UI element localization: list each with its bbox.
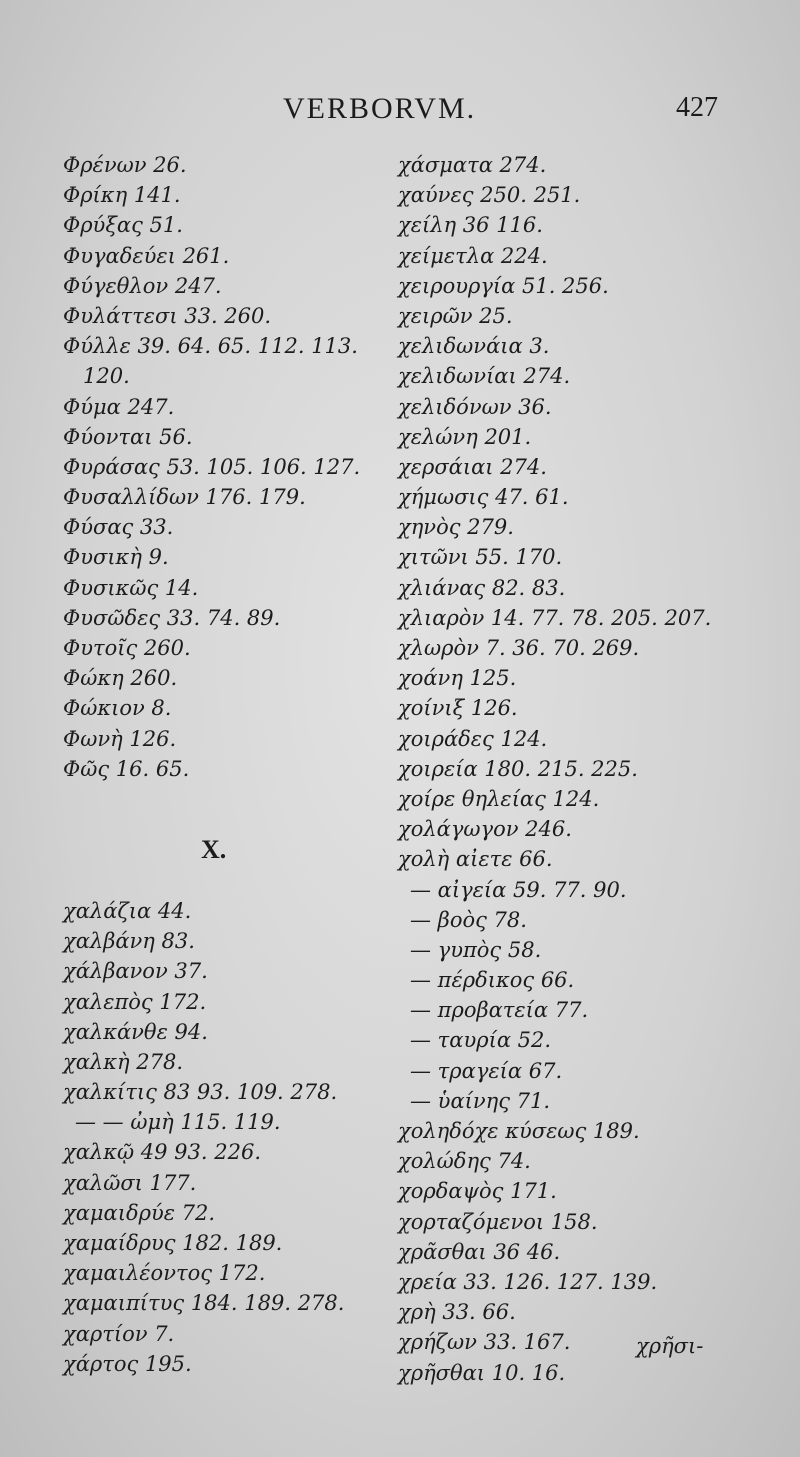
index-entry: Φυράσας 53. 105. 106. 127. bbox=[63, 454, 361, 479]
running-head bbox=[0, 92, 800, 132]
index-entry: χρᾶσθαι 36 46. bbox=[398, 1239, 561, 1264]
index-entry: χελιδόνων 36. bbox=[398, 394, 552, 419]
index-entry: χορδαψὸς 171. bbox=[398, 1179, 557, 1204]
index-entry: χείλη 36 116. bbox=[398, 213, 543, 238]
index-entry: χαμαιδρύε 72. bbox=[63, 1200, 216, 1225]
index-entry: χλιαρὸν 14. 77. 78. 205. 207. bbox=[398, 605, 712, 630]
index-entry: — ταυρία 52. bbox=[410, 1028, 552, 1053]
index-entry: Φύσας 33. bbox=[63, 515, 174, 540]
index-entry: χλιάνας 82. 83. bbox=[398, 575, 566, 600]
index-entry: χερσάιαι 274. bbox=[398, 454, 547, 479]
index-entry: χελιδωνίαι 274. bbox=[398, 364, 571, 389]
index-column-left bbox=[63, 150, 423, 1379]
page-number: 427 bbox=[676, 92, 718, 123]
index-entry: χελώνη 201. bbox=[398, 424, 532, 449]
index-entry: — τραγεία 67. bbox=[410, 1058, 563, 1083]
index-entry: χαμαίδρυς 182. 189. bbox=[63, 1231, 283, 1255]
index-entry: χειρῶν 25. bbox=[398, 303, 513, 328]
index-entry: Φυτοῖς 260. bbox=[63, 636, 191, 660]
index-entry: χαλβάνη 83. bbox=[63, 929, 195, 954]
index-entry: χορταζόμενοι 158. bbox=[398, 1209, 598, 1234]
index-entry: χαμαιλέοντος 172. bbox=[63, 1261, 266, 1286]
index-entry: Φρύξας 51. bbox=[63, 213, 183, 238]
index-entry: — πέρδικος 66. bbox=[410, 968, 575, 993]
index-entry: χαρτίον 7. bbox=[63, 1321, 175, 1346]
index-entry: χοληδόχε κύσεως 189. bbox=[398, 1119, 640, 1143]
index-entry: χειρουργία 51. 256. bbox=[398, 273, 609, 298]
index-entries-chi bbox=[63, 896, 423, 1379]
index-entry: — αἰγεία 59. 77. 90. bbox=[410, 877, 627, 902]
index-entry: Φύγεθλον 247. bbox=[63, 273, 222, 298]
index-entry: χαλκῷ 49 93. 226. bbox=[63, 1140, 262, 1165]
index-entry: Φυλάττεσι 33. 260. bbox=[63, 303, 272, 328]
index-entry: χλωρὸν 7. 36. 70. 269. bbox=[398, 636, 640, 660]
running-title: VERBORVM. bbox=[283, 92, 477, 125]
index-entry: χολώδης 74. bbox=[398, 1149, 531, 1174]
index-entry: — βοὸς 78. bbox=[410, 907, 527, 932]
index-entry: χαλεπὸς 172. bbox=[63, 989, 207, 1014]
index-entry: χοάνη 125. bbox=[398, 666, 517, 691]
index-entry: Φῶς 16. 65. bbox=[63, 756, 190, 781]
index-entry: χολὴ αἰετε 66. bbox=[398, 847, 553, 872]
index-entry: χαύνες 250. 251. bbox=[398, 183, 581, 208]
index-entry: Φρίκη 141. bbox=[63, 183, 181, 208]
index-entry: χοιρεία 180. 215. 225. bbox=[398, 756, 638, 781]
index-entry: χαλκὴ 278. bbox=[63, 1049, 184, 1074]
index-entry: — γυπὸς 58. bbox=[410, 937, 542, 962]
index-entry: χάσματα 274. bbox=[398, 153, 547, 177]
index-entry: Φυσικῶς 14. bbox=[63, 575, 199, 600]
index-entries-phi bbox=[63, 150, 423, 784]
index-entry: χαλῶσι 177. bbox=[63, 1170, 197, 1195]
index-entry: — — ὠμὴ 115. 119. bbox=[75, 1110, 281, 1135]
index-entry: — ὑαίνης 71. bbox=[410, 1088, 551, 1113]
index-entry: χαλκάνθε 94. bbox=[63, 1019, 208, 1044]
index-entry: χαλκίτις 83 93. 109. 278. bbox=[63, 1080, 338, 1105]
index-column-right bbox=[398, 150, 758, 1388]
index-entry: χαλάζια 44. bbox=[63, 898, 192, 923]
index-entry: χολάγωγον 246. bbox=[398, 817, 572, 842]
index-entry: Φύονται 56. bbox=[63, 424, 193, 449]
index-entry: Φυγαδεύει 261. bbox=[63, 243, 230, 268]
index-entry: Φυσῶδες 33. 74. 89. bbox=[63, 605, 281, 630]
index-entry: Φώκιον 8. bbox=[63, 696, 172, 721]
index-entry: Φυσικὴ 9. bbox=[63, 545, 169, 570]
index-entry: χείμετλα 224. bbox=[398, 243, 548, 268]
index-entry: — προβατεία 77. bbox=[410, 998, 589, 1023]
index-entry: χρεία 33. 126. 127. 139. bbox=[398, 1269, 658, 1294]
index-entry: χιτῶνι 55. 170. bbox=[398, 545, 563, 570]
index-entry: χάρτος 195. bbox=[63, 1351, 192, 1376]
index-entry: χελιδωνάια 3. bbox=[398, 334, 550, 359]
catchword: χρῆσι- bbox=[636, 1334, 704, 1358]
index-entry: Φυσαλλίδων 176. 179. bbox=[63, 485, 306, 510]
index-entry: χηνὸς 279. bbox=[398, 515, 514, 540]
index-entry: Φύλλε 39. 64. 65. 112. 113. bbox=[63, 334, 358, 359]
index-entry: Φρένων 26. bbox=[63, 153, 187, 177]
index-entry: χοίρε θηλείας 124. bbox=[398, 786, 600, 811]
index-entry: Φώκη 260. bbox=[63, 666, 178, 691]
index-entry: χρῆσθαι 10. 16. bbox=[398, 1360, 566, 1385]
index-entries-chi-continued bbox=[398, 150, 758, 1388]
index-entry: Φωνὴ 126. bbox=[63, 726, 177, 751]
section-letter: X. bbox=[201, 834, 227, 864]
index-entry: Φύμα 247. bbox=[63, 394, 175, 419]
index-entry: 120. bbox=[83, 364, 130, 389]
index-entry: χοιράδες 124. bbox=[398, 726, 548, 751]
index-entry: χαμαιπίτυς 184. 189. 278. bbox=[63, 1291, 345, 1316]
index-entry: χρὴ 33. 66. bbox=[398, 1300, 516, 1325]
index-entry: χοίνιξ 126. bbox=[398, 696, 518, 721]
index-entry: χήμωσις 47. 61. bbox=[398, 485, 569, 510]
index-entry: χάλβανον 37. bbox=[63, 959, 208, 984]
index-entry: χρήζων 33. 167. bbox=[398, 1330, 571, 1355]
